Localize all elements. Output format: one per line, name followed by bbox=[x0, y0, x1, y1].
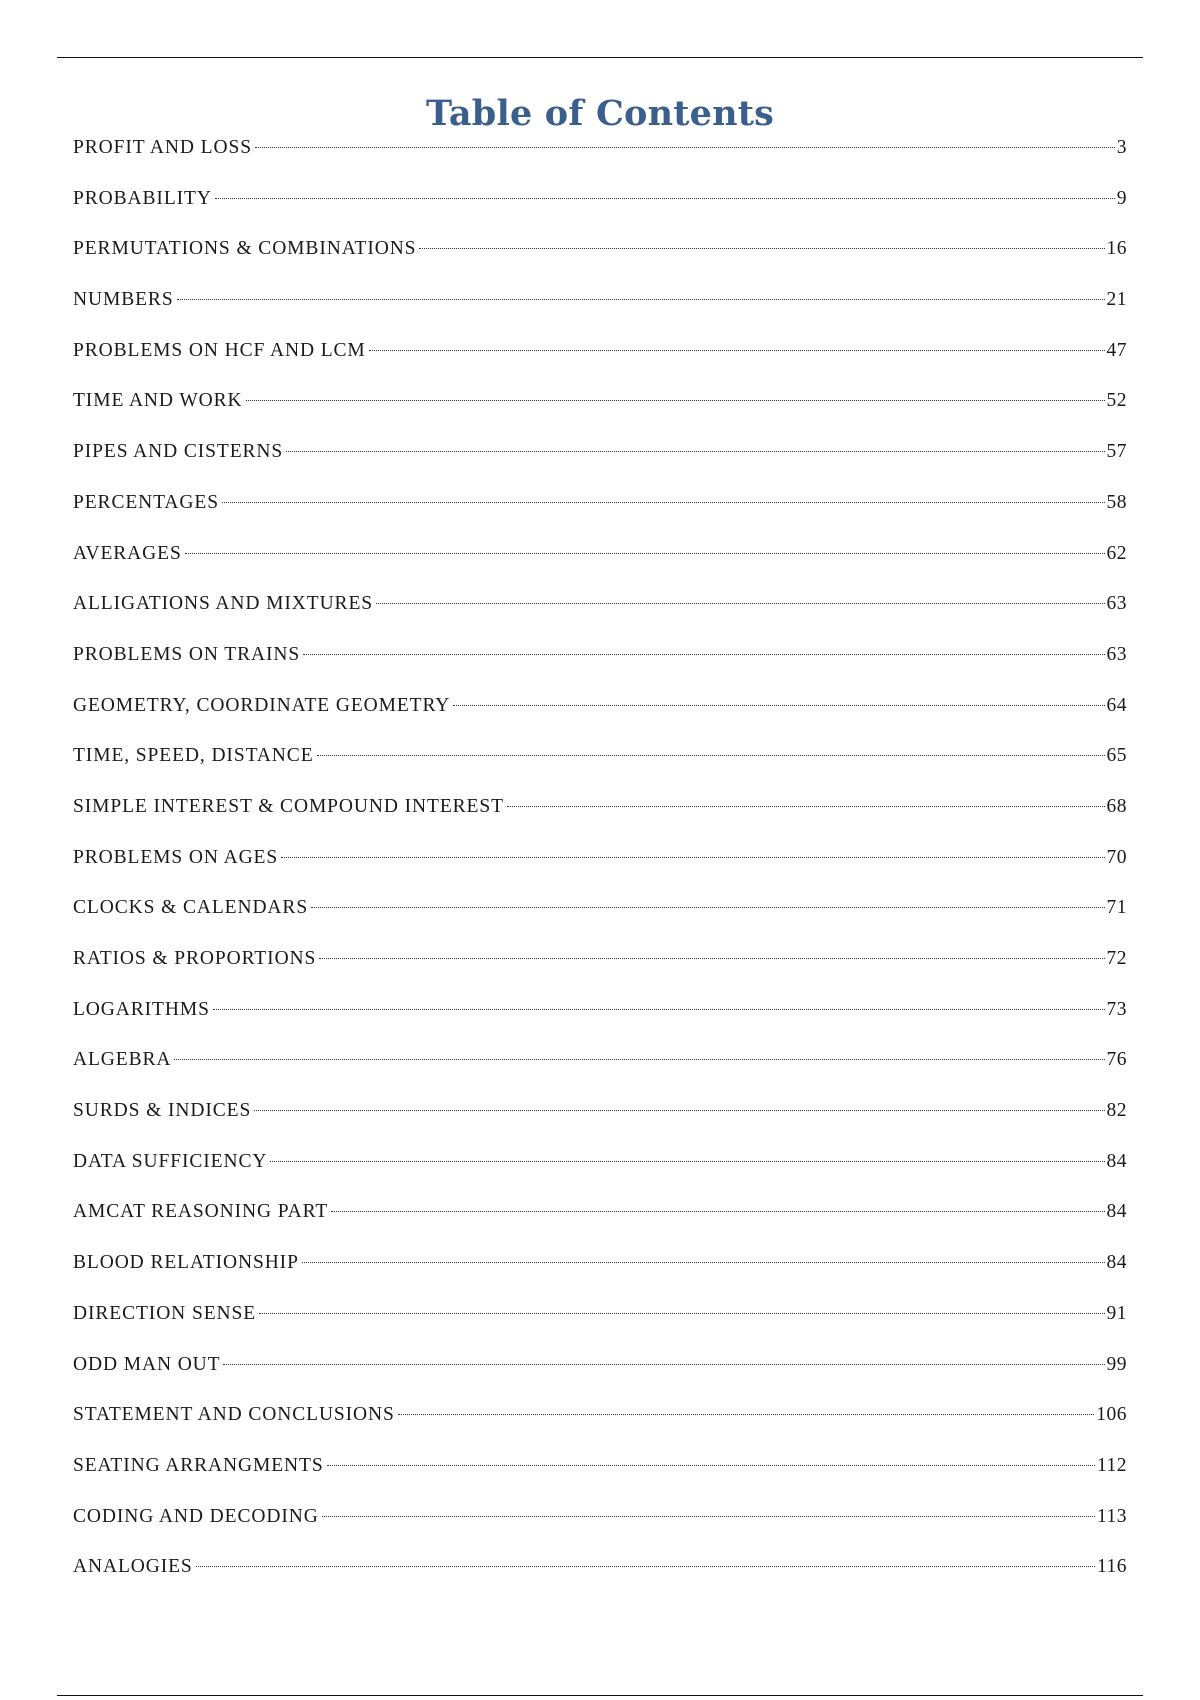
toc-entry[interactable] bbox=[73, 630, 1127, 681]
toc-entry-label: PROBLEMS ON AGES bbox=[73, 846, 279, 868]
toc-entry[interactable] bbox=[73, 731, 1127, 782]
toc-entry-page-number: 84 bbox=[1106, 1252, 1127, 1274]
toc-entry-label: PROBLEMS ON TRAINS bbox=[73, 643, 301, 665]
toc-entry-label: PROFIT AND LOSS bbox=[73, 137, 252, 158]
toc-entry[interactable] bbox=[73, 529, 1127, 580]
toc-entry-page-number: 68 bbox=[1106, 795, 1127, 817]
toc-entry-label: GEOMETRY, COORDINATE GEOMETRY bbox=[73, 694, 451, 716]
toc-entry-page-number: 84 bbox=[1106, 1201, 1127, 1223]
toc-entry[interactable] bbox=[73, 681, 1127, 732]
toc-entry[interactable] bbox=[73, 427, 1127, 478]
toc-entry-page-number: 52 bbox=[1106, 390, 1127, 412]
toc-entry-page-number: 73 bbox=[1106, 998, 1127, 1020]
toc-entry-label: AMCAT REASONING PART bbox=[73, 1201, 329, 1223]
toc-entry-label: TIME AND WORK bbox=[73, 390, 243, 412]
dot-leader bbox=[311, 907, 1104, 908]
toc-entry-page-number: 65 bbox=[1106, 745, 1127, 767]
toc-entry[interactable] bbox=[73, 1086, 1127, 1137]
toc-entry-page-number: 99 bbox=[1106, 1353, 1127, 1375]
toc-entry[interactable] bbox=[73, 376, 1127, 427]
dot-leader bbox=[196, 1566, 1095, 1567]
toc-entry-page-number: 21 bbox=[1106, 289, 1127, 311]
dot-leader bbox=[319, 958, 1104, 959]
toc-entry-page-number: 9 bbox=[1116, 187, 1127, 209]
toc-entry-page-number: 76 bbox=[1106, 1049, 1127, 1071]
toc-entry[interactable] bbox=[73, 579, 1127, 630]
toc-entry[interactable] bbox=[73, 985, 1127, 1036]
dot-leader bbox=[259, 1313, 1104, 1314]
toc-entry-label: NUMBERS bbox=[73, 289, 174, 311]
toc-entry[interactable] bbox=[73, 174, 1127, 225]
toc-entry-label: ALGEBRA bbox=[73, 1049, 172, 1071]
dot-leader bbox=[286, 451, 1104, 452]
toc-entry-page-number: 64 bbox=[1106, 694, 1127, 716]
toc-entry-page-number: 72 bbox=[1106, 948, 1127, 969]
header-rule bbox=[57, 57, 1143, 58]
dot-leader bbox=[174, 1059, 1104, 1060]
dot-leader bbox=[215, 198, 1115, 199]
toc-entry[interactable] bbox=[73, 1390, 1127, 1441]
toc-entry-label: PERCENTAGES bbox=[73, 491, 219, 513]
toc-entry[interactable] bbox=[73, 1441, 1127, 1492]
toc-entry-page-number: 47 bbox=[1106, 339, 1127, 361]
toc-entry-page-number: 106 bbox=[1096, 1404, 1127, 1426]
toc-entry[interactable] bbox=[73, 1492, 1127, 1543]
dot-leader bbox=[331, 1211, 1104, 1212]
toc-entry-label: SEATING ARRANGMENTS bbox=[73, 1454, 324, 1476]
toc-entry[interactable] bbox=[73, 1238, 1127, 1289]
toc-entry-label: DATA SUFFICIENCY bbox=[73, 1150, 268, 1172]
dot-leader bbox=[185, 553, 1105, 554]
dot-leader bbox=[302, 1262, 1105, 1263]
toc-entry-page-number: 63 bbox=[1106, 593, 1127, 615]
dot-leader bbox=[303, 654, 1104, 655]
toc-entry[interactable] bbox=[73, 326, 1127, 377]
dot-leader bbox=[246, 400, 1105, 401]
dot-leader bbox=[223, 1364, 1104, 1365]
toc-entry-label: DIRECTION SENSE bbox=[73, 1302, 257, 1324]
dot-leader bbox=[177, 299, 1105, 300]
toc-entry-label: PIPES AND CISTERNS bbox=[73, 441, 284, 463]
toc-entry-page-number: 91 bbox=[1106, 1302, 1127, 1324]
toc-entry-page-number: 57 bbox=[1106, 441, 1127, 463]
toc-entry-label: PERMUTATIONS & COMBINATIONS bbox=[73, 238, 417, 260]
footer-rule bbox=[57, 1695, 1143, 1696]
toc-entry[interactable] bbox=[73, 1187, 1127, 1238]
toc-entry-label: AVERAGES bbox=[73, 542, 182, 564]
toc-entry[interactable] bbox=[73, 275, 1127, 326]
dot-leader bbox=[369, 350, 1105, 351]
toc-entry[interactable] bbox=[73, 1035, 1127, 1086]
toc-entry[interactable] bbox=[73, 833, 1127, 884]
toc-entry-page-number: 82 bbox=[1106, 1100, 1127, 1122]
toc-list bbox=[73, 123, 1127, 1593]
toc-entry-page-number: 71 bbox=[1106, 897, 1127, 919]
toc-entry-label: CODING AND DECODING bbox=[73, 1505, 319, 1527]
toc-entry-page-number: 112 bbox=[1096, 1454, 1127, 1476]
dot-leader bbox=[213, 1009, 1105, 1010]
toc-entry-page-number: 16 bbox=[1106, 238, 1127, 260]
toc-entry-page-number: 84 bbox=[1106, 1150, 1127, 1172]
toc-entry[interactable] bbox=[73, 883, 1127, 934]
dot-leader bbox=[281, 857, 1104, 858]
toc-entry-label: ODD MAN OUT bbox=[73, 1353, 221, 1375]
toc-entry-page-number: 116 bbox=[1096, 1556, 1127, 1578]
toc-entry-label: PROBLEMS ON HCF AND LCM bbox=[73, 339, 366, 361]
toc-entry[interactable] bbox=[73, 782, 1127, 833]
dot-leader bbox=[327, 1465, 1095, 1466]
dot-leader bbox=[317, 755, 1105, 756]
toc-entry-label: CLOCKS & CALENDARS bbox=[73, 897, 309, 919]
dot-leader bbox=[270, 1161, 1104, 1162]
toc-entry-label: TIME, SPEED, DISTANCE bbox=[73, 745, 314, 767]
toc-entry[interactable] bbox=[73, 1542, 1127, 1593]
toc-entry-label: STATEMENT AND CONCLUSIONS bbox=[73, 1404, 395, 1426]
toc-entry[interactable] bbox=[73, 1289, 1127, 1340]
toc-entry[interactable] bbox=[73, 1340, 1127, 1391]
dot-leader bbox=[398, 1414, 1094, 1415]
dot-leader bbox=[322, 1516, 1095, 1517]
dot-leader bbox=[255, 147, 1115, 148]
toc-entry[interactable] bbox=[73, 123, 1127, 174]
toc-entry-page-number: 113 bbox=[1096, 1505, 1127, 1527]
toc-entry-page-number: 63 bbox=[1106, 643, 1127, 665]
toc-entry-label: BLOOD RELATIONSHIP bbox=[73, 1252, 299, 1274]
toc-entry-label: ANALOGIES bbox=[73, 1556, 193, 1578]
dot-leader bbox=[453, 705, 1104, 706]
toc-entry-page-number: 3 bbox=[1116, 137, 1127, 158]
toc-entry-label: LOGARITHMS bbox=[73, 998, 210, 1020]
toc-entry-label: RATIOS & PROPORTIONS bbox=[73, 948, 317, 969]
toc-entry-label: ALLIGATIONS AND MIXTURES bbox=[73, 593, 374, 615]
toc-entry-page-number: 62 bbox=[1106, 542, 1127, 564]
toc-entry-label: SURDS & INDICES bbox=[73, 1100, 252, 1122]
toc-entry-page-number: 70 bbox=[1106, 846, 1127, 868]
toc-entry[interactable] bbox=[73, 478, 1127, 529]
dot-leader bbox=[254, 1110, 1104, 1111]
toc-entry[interactable] bbox=[73, 224, 1127, 275]
toc-entry-label: PROBABILITY bbox=[73, 187, 212, 209]
toc-entry[interactable] bbox=[73, 934, 1127, 985]
toc-entry[interactable] bbox=[73, 1137, 1127, 1188]
dot-leader bbox=[376, 603, 1104, 604]
toc-entry-label: SIMPLE INTEREST & COMPOUND INTEREST bbox=[73, 795, 504, 817]
dot-leader bbox=[419, 248, 1104, 249]
dot-leader bbox=[222, 502, 1105, 503]
dot-leader bbox=[507, 806, 1105, 807]
toc-entry-page-number: 58 bbox=[1106, 491, 1127, 513]
page-title: Table of Contents bbox=[426, 93, 774, 135]
